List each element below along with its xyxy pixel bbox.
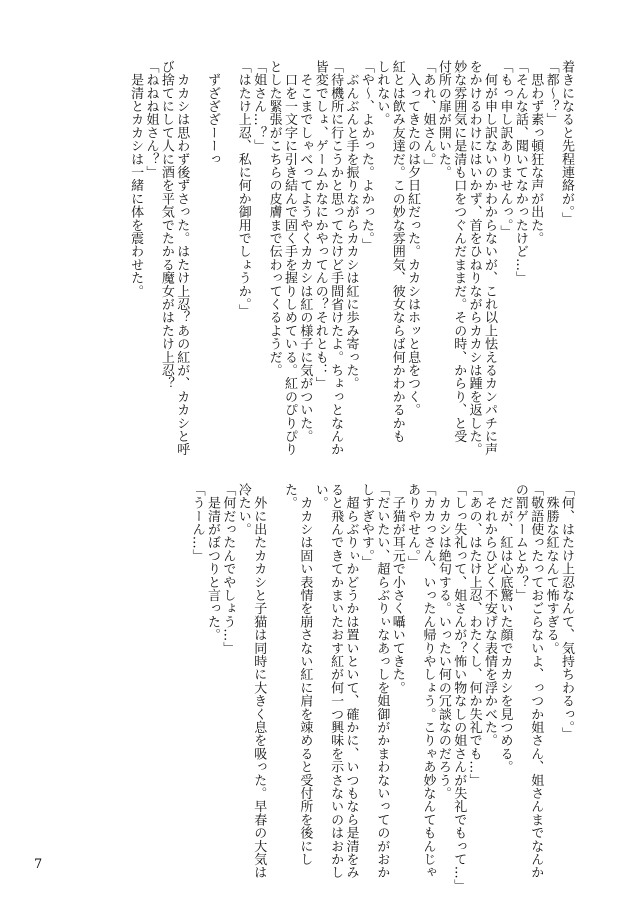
text-column: 超らぶりぃかどうかは置いといて、確かに、いつもなら是清をみ [343, 483, 359, 879]
page-number: 7 [34, 857, 43, 872]
text-column: び捨てにして人に酒を平気でたかる魔女がはたけ上忍？ [158, 60, 174, 390]
text-column: 着きになると先程連絡が。」 [559, 60, 574, 226]
text-column: 「都～？」 [543, 60, 559, 126]
text-column: 「敬語使ったっておごらないよ、っつか姐さん、姐さんまでなんか [528, 483, 544, 879]
text-column: カカシは思わず後ずさった。はたけ上忍？あの紅が、カカシと呼 [174, 60, 190, 456]
text-column: ずざざざーーっ [205, 60, 221, 166]
text-column: カカシは絶句する。いったい何の冗談なのだろう。 [435, 483, 451, 800]
text-column: 「何、はたけ上忍なんて、気持ちわるっ。」 [559, 483, 574, 741]
text-column: ありやせん。」 [405, 483, 421, 569]
text-column: しすぎやす。」 [358, 483, 374, 569]
text-column: 「はたけ上忍、私に何か御用でしょうか。」 [235, 60, 251, 318]
text-column: 「だいたい、超らぶりぃなあっしを姐御がかまわないってのがおか [374, 483, 390, 879]
text-column: 子猫が耳元で小さく囁いてきた。 [389, 483, 405, 695]
text-column: ぶんぶんと手を振りながらカカシは紅に歩み寄った。 [343, 60, 359, 390]
text-column: 「あの、はたけ上忍、わたくし、何か失礼でも…」 [466, 483, 482, 787]
text-column: 「あれ、姐さん。」 [420, 60, 436, 173]
text-column: た。 [281, 483, 297, 510]
text-column: 思わず素っ頓狂な声が出た。 [528, 60, 544, 245]
text-column: 「姐さん…？」 [251, 60, 267, 153]
text-column: ると飛んできてかまいたおす紅が何一つ興味を示さないのはおかし [328, 483, 344, 879]
text-column: 殊勝な紅なんて怖すぎる。 [543, 483, 559, 655]
text-column: それからひどく不安げな表情を浮かべた。 [482, 483, 498, 747]
text-column: 「や～、よかった。よかった。」 [358, 60, 374, 252]
text-column: 「そんな話、聞いてなかったけど…」 [512, 60, 528, 285]
text-column: カカシは固い表情を崩さない紅に肩を竦めると受付所を後にし [297, 483, 313, 866]
text-column: とした緊張がこちらの皮膚まで伝わってくるようだ。 [266, 60, 282, 377]
text-column: 「何だったんでやしょう…」 [220, 483, 236, 655]
text-column: い。 [312, 483, 328, 510]
text-column: 口を一文字に引き結んで固く手を握りしめている。紅のぴりぴり [281, 60, 297, 456]
text-column: しれない。 [374, 60, 390, 126]
text-column: 皆変でしょ、ゲームかなにかやってんの？それとも：」 [312, 60, 328, 390]
text-column: 何が申し訳ないのかわからないが、これ以上怯えるカンパチに声 [482, 60, 498, 456]
text-column: 「カカっさん、いったん帰りやしょう。こりゃあ妙なんてもんじゃ [420, 483, 436, 879]
text-column: をかけるわけにはいかず、首をひねりながらカカシは踵を返した。 [466, 60, 482, 456]
text-column: 是清とカカシは一緒に体を震わせた。 [128, 60, 144, 298]
text-column: 付所の扉が開いた。 [435, 60, 451, 179]
text-column: そこまでしゃべってようやくカカシは紅の様子に気がついた。 [297, 60, 313, 443]
text-column: 「しっ失礼って、姐さんが？怖い物なしの姐さんが失礼でもって…」 [451, 483, 467, 893]
text-column: 是清がぼつりと言った。 [205, 483, 221, 642]
text-column: 紅とは飲み友達だ。この妙な雰囲気、彼女ならば何かわかるかも [389, 60, 405, 443]
text-column: 外に出たカカシと子猫は同時に大きく息を吸った。早春の大気は [251, 483, 267, 879]
text-column: 妙な雰囲気に是清も口をつぐんだままだ。その時、からり、と受 [451, 60, 467, 443]
text-column: 冷たい。 [235, 483, 251, 536]
text-column: だが、紅は心底驚いた顔でカカシを見つめる。 [497, 483, 513, 774]
lower-text-block [189, 483, 574, 892]
text-column: 「もっ申し訳ありませんっ。」 [497, 60, 513, 239]
upper-text-block [128, 60, 574, 456]
text-column: 「待機所に行こうかと思ってたけど手間省けたよ。ちょっとなんか [328, 60, 344, 456]
text-column: 入ってきたのは夕日紅だった。カカシはホッと息をつく。 [405, 60, 421, 417]
text-column: 「うーん…」 [189, 483, 205, 563]
text-column: の罰ゲームとか？」 [512, 483, 528, 602]
text-column: 「ねねね姐さん？」 [143, 60, 159, 179]
